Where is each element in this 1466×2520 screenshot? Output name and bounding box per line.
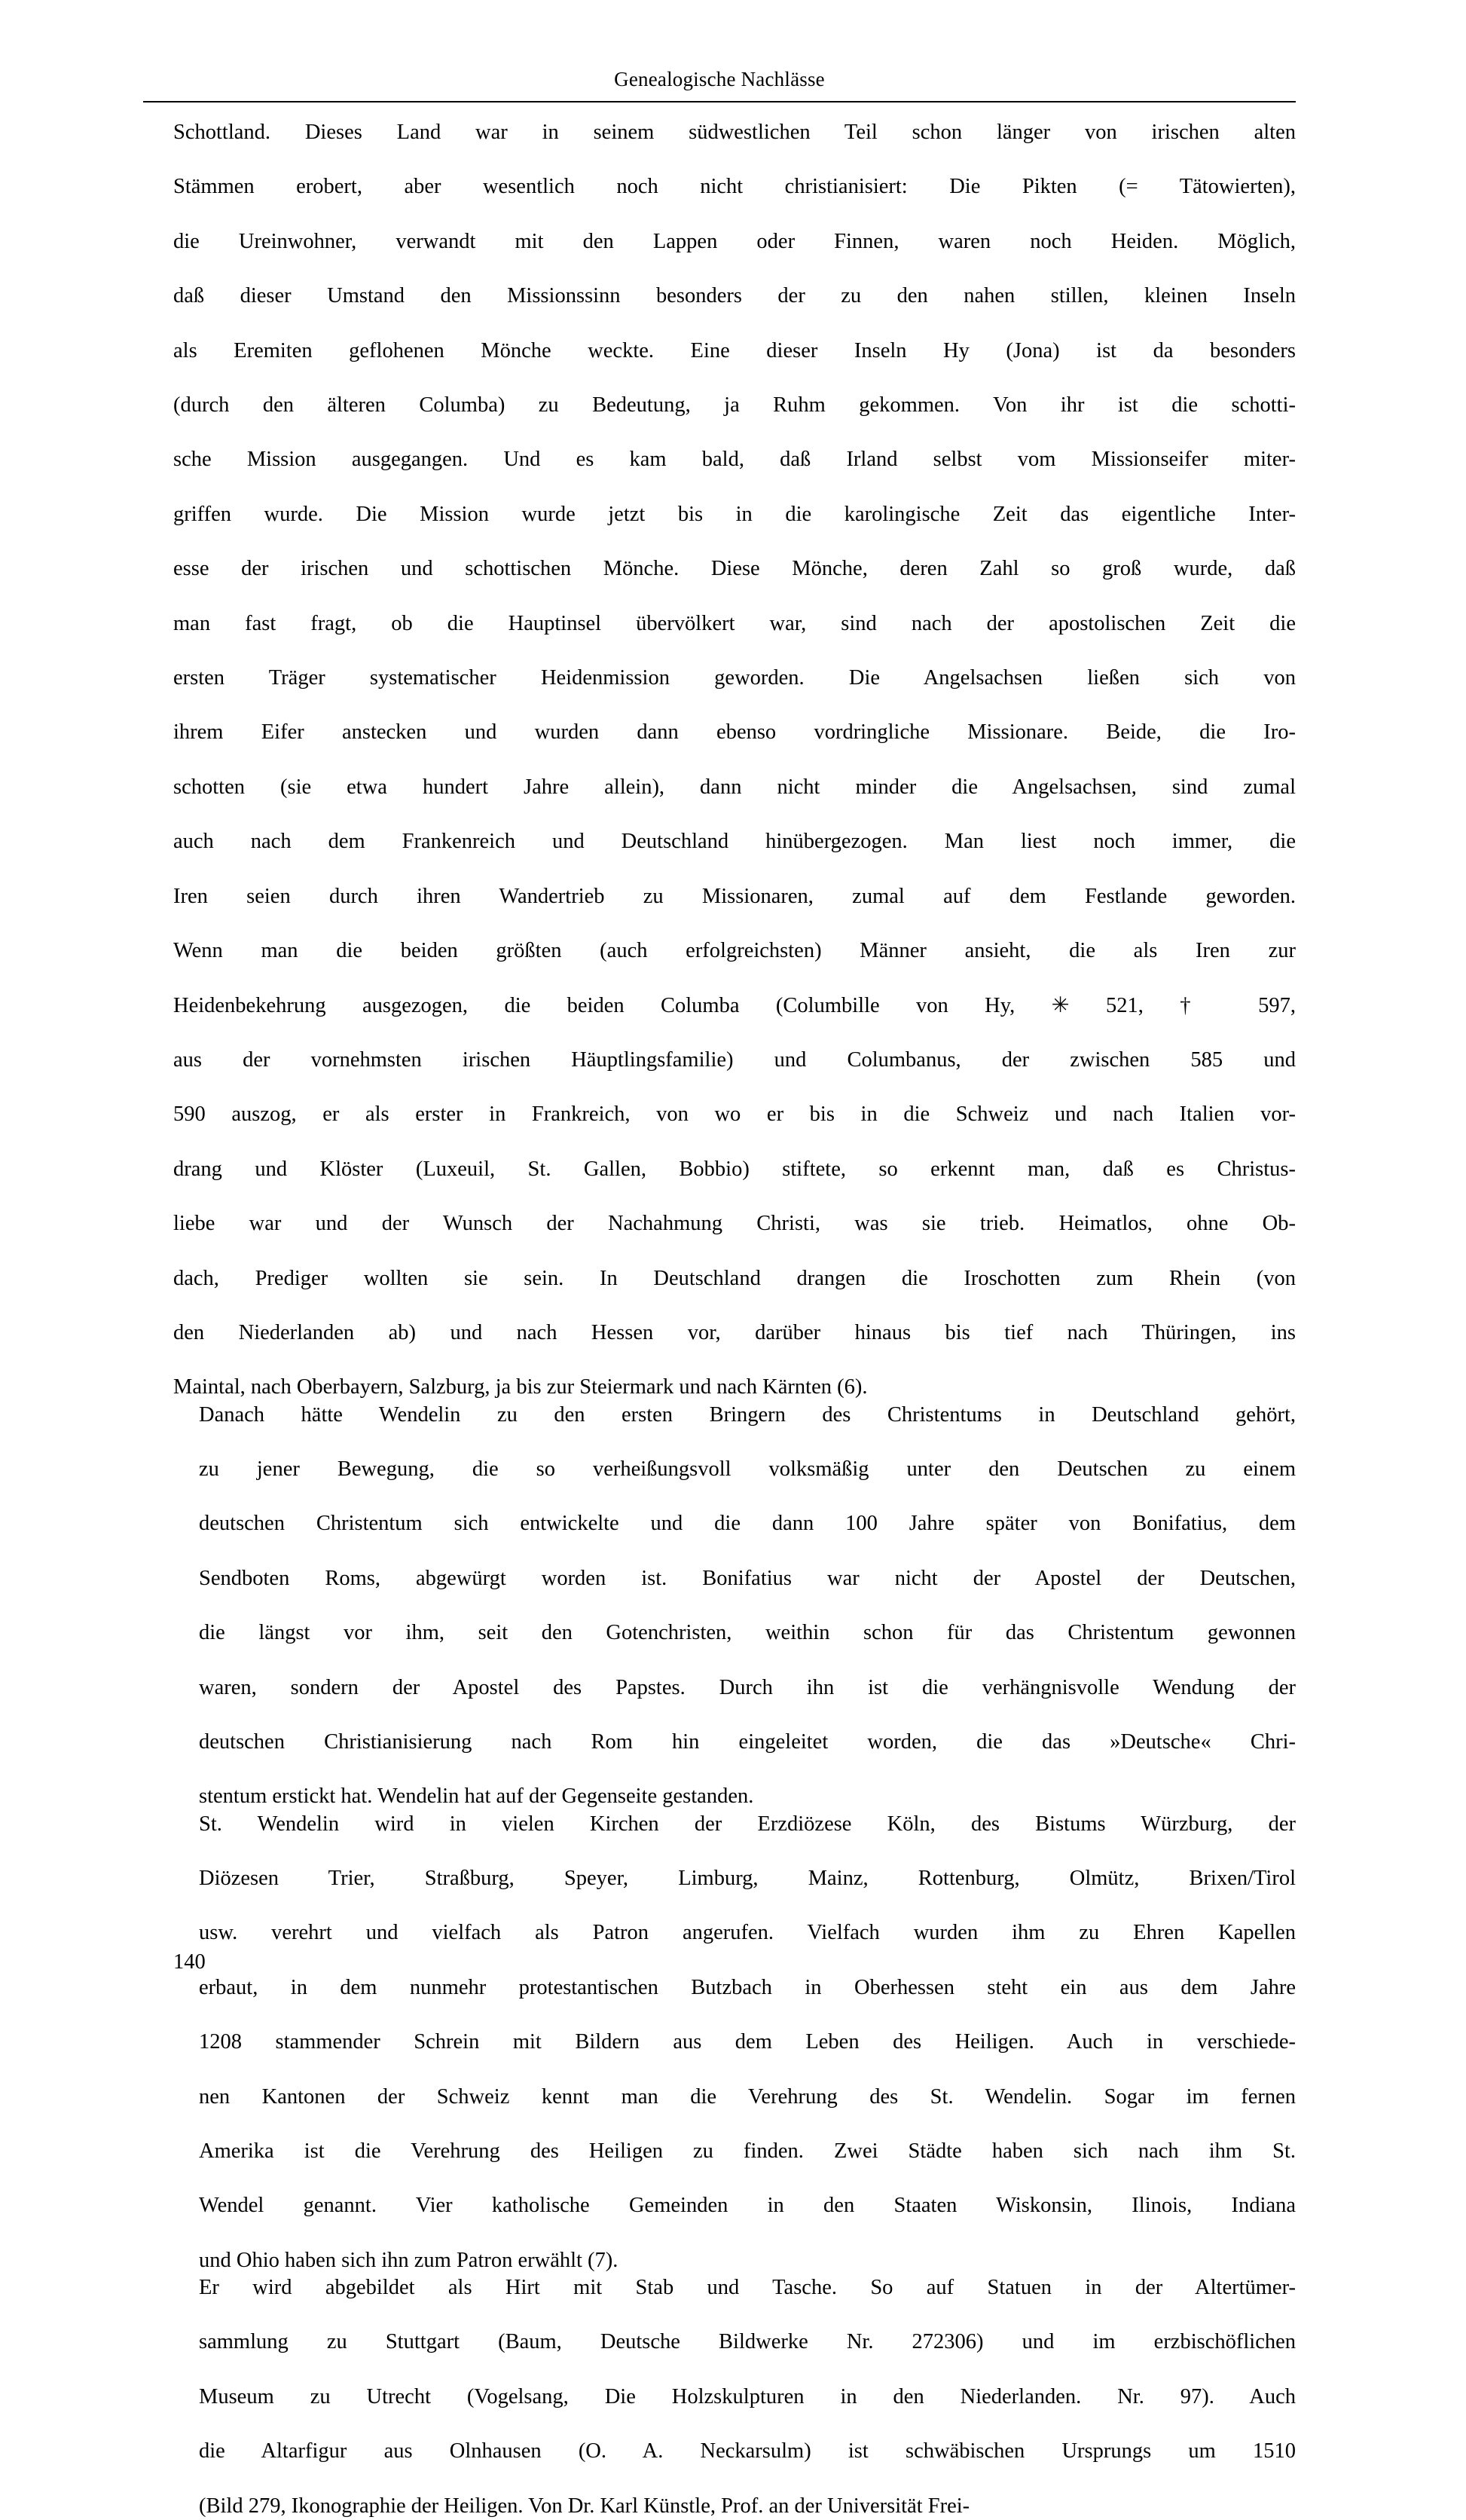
text-line: deutschen Christianisierung nach Rom hin eingeleitet worden, die das »Deutsche« Chri- xyxy=(199,1729,1296,1754)
text-line: die Ureinwohner, verwandt mit den Lappen oder Finnen, waren noch Heiden. Möglich, xyxy=(173,229,1296,253)
text-line: Diözesen Trier, Straßburg, Speyer, Limburg, Mainz, Rottenburg, Olmütz, Brixen/Tirol xyxy=(199,1867,1296,1890)
text-line: liebe war und der Wunsch der Nachahmung Christi, was sie trieb. Heimatlos, ohne Ob- xyxy=(173,1212,1296,1236)
paragraph xyxy=(173,2274,1296,2520)
text-line: und Ohio haben sich ihn zum Patron erwählt (7). xyxy=(199,2248,618,2272)
text-line: ihrem Eifer anstecken und wurden dann ebenso vordringliche Missionare. Beide, die Iro- xyxy=(173,720,1296,745)
text-line: sche Mission ausgegangen. Und es kam bald, daß Irland selbst vom Missionseifer miter- xyxy=(173,448,1296,472)
text-line: sammlung zu Stuttgart (Baum, Deutsche Bildwerke Nr. 272306) und im erzbischöflichen xyxy=(199,2330,1296,2354)
paragraph xyxy=(173,119,1296,1402)
text-line: Wendel genannt. Vier katholische Gemeinden in den Staaten Wiskonsin, Ilinois, Indiana xyxy=(199,2194,1296,2218)
text-line: die längst vor ihm, seit den Gotenchristen, weithin schon für das Christentum gewonnen xyxy=(199,1621,1296,1645)
text-line: schotten (sie etwa hundert Jahre allein), dann nicht minder die Angelsachsen, sind zumal xyxy=(173,775,1296,799)
text-line: man fast fragt, ob die Hauptinsel übervölkert war, sind nach der apostolischen Zeit die xyxy=(173,611,1296,635)
body-text xyxy=(173,119,1296,2520)
text-line: Danach hätte Wendelin zu den ersten Bringern des Christentums in Deutschland gehört, xyxy=(199,1402,1296,1427)
text-line: Er wird abgebildet als Hirt mit Stab und Tasche. So auf Statuen in der Altertümer- xyxy=(199,2276,1296,2300)
text-line: als Eremiten geflohenen Mönche weckte. Eine dieser Inseln Hy (Jona) ist da besonders xyxy=(173,338,1296,362)
text-line: stentum erstickt hat. Wendelin hat auf der Gegenseite gestanden. xyxy=(199,1784,754,1809)
text-line: auch nach dem Frankenreich und Deutschland hinübergezogen. Man liest noch immer, die xyxy=(173,830,1296,854)
text-line: 590 auszog, er als erster in Frankreich, von wo er bis in die Schweiz und nach Italien vor- xyxy=(173,1102,1296,1127)
text-line: die Altarfigur aus Olnhausen (O. A. Neckarsulm) ist schwäbischen Ursprungs um 1510 xyxy=(199,2439,1296,2463)
text-line: zu jener Bewegung, die so verheißungsvoll volksmäßig unter den Deutschen zu einem xyxy=(199,1457,1296,1481)
text-line: griffen wurde. Die Mission wurde jetzt bis in die karolingische Zeit das eigentliche Inter- xyxy=(173,502,1296,526)
text-line: den Niederlanden ab) und nach Hessen vor, darüber hinaus bis tief nach Thüringen, ins xyxy=(173,1320,1296,1344)
text-line: Schottland. Dieses Land war in seinem südwestlichen Teil schon länger von irischen alten xyxy=(173,121,1296,144)
page-number: 140 xyxy=(173,1950,206,1974)
text-line: nen Kantonen der Schweiz kennt man die Verehrung des St. Wendelin. Sogar im fernen xyxy=(199,2084,1296,2109)
text-line: (Bild 279, Ikonographie der Heiligen. Von Dr. Karl Künstle, Prof. an der Universität Frei- xyxy=(199,2494,970,2518)
text-line: deutschen Christentum sich entwickelte und die dann 100 Jahre später von Bonifatius, dem xyxy=(199,1512,1296,1536)
text-line: Stämmen erobert, aber wesentlich noch nicht christianisiert: Die Pikten (= Tätowierten), xyxy=(173,175,1296,199)
text-line: St. Wendelin wird in vielen Kirchen der Erzdiözese Köln, des Bistums Würzburg, der xyxy=(199,1812,1296,1836)
paragraph xyxy=(173,1402,1296,1811)
text-line: 1208 stammender Schrein mit Bildern aus dem Leben des Heiligen. Auch in verschiede- xyxy=(199,2030,1296,2054)
text-line: Wenn man die beiden größten (auch erfolgreichsten) Männer ansieht, die als Iren zur xyxy=(173,939,1296,963)
header-rule xyxy=(143,101,1296,102)
text-line: daß dieser Umstand den Missionssinn besonders der zu den nahen stillen, kleinen Inseln xyxy=(173,284,1296,308)
text-line: Sendboten Roms, abgewürgt worden ist. Bonifatius war nicht der Apostel der Deutschen, xyxy=(199,1566,1296,1590)
text-line: drang und Klöster (Luxeuil, St. Gallen, Bobbio) stiftete, so erkennt man, daß es Christus- xyxy=(173,1157,1296,1181)
text-line: erbaut, in dem nunmehr protestantischen Butzbach in Oberhessen steht ein aus dem Jahre xyxy=(199,1975,1296,1999)
text-line: usw. verehrt und vielfach als Patron angerufen. Vielfach wurden ihm zu Ehren Kapellen xyxy=(199,1921,1296,1945)
text-line: Amerika ist die Verehrung des Heiligen zu finden. Zwei Städte haben sich nach ihm St. xyxy=(199,2139,1296,2164)
text-line: Iren seien durch ihren Wandertrieb zu Missionaren, zumal auf dem Festlande geworden. xyxy=(173,884,1296,908)
text-line: waren, sondern der Apostel des Papstes. Durch ihn ist die verhängnisvolle Wendung der xyxy=(199,1675,1296,1699)
text-line: esse der irischen und schottischen Mönche. Diese Mönche, deren Zahl so groß wurde, daß xyxy=(173,557,1296,581)
paragraph xyxy=(173,1811,1296,2274)
text-line: dach, Prediger wollten sie sein. In Deutschland drangen die Iroschotten zum Rhein (von xyxy=(173,1266,1296,1290)
text-line: Museum zu Utrecht (Vogelsang, Die Holzskulpturen in den Niederlanden. Nr. 97). Auch xyxy=(199,2384,1296,2408)
text-line: Maintal, nach Oberbayern, Salzburg, ja bis zur Steiermark und nach Kärnten (6). xyxy=(173,1375,868,1399)
text-line: ersten Träger systematischer Heidenmission geworden. Die Angelsachsen ließen sich von xyxy=(173,666,1296,690)
text-line: aus der vornehmsten irischen Häuptlingsfamilie) und Columbanus, der zwischen 585 und xyxy=(173,1047,1296,1072)
text-line: (durch den älteren Columba) zu Bedeutung, ja Ruhm gekommen. Von ihr ist die schotti- xyxy=(173,393,1296,417)
text-line: Heidenbekehrung ausgezogen, die beiden Columba (Columbille von Hy, ✳ 521, † 597, xyxy=(173,993,1296,1017)
running-header: Genealogische Nachlässe xyxy=(614,68,825,90)
